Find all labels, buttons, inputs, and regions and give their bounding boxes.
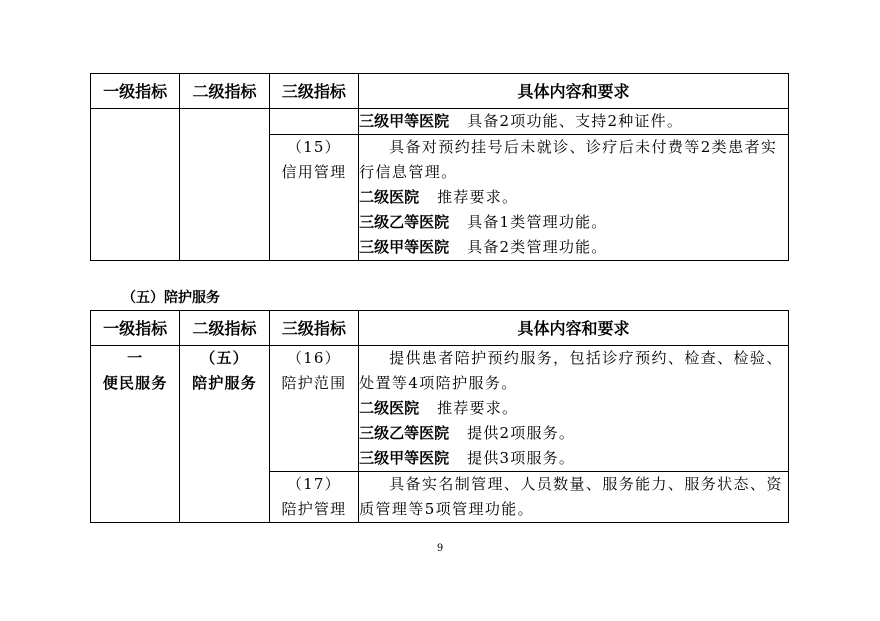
requirement-text: 具备1类管理功能。 (467, 213, 608, 231)
requirement-paragraph: 具备对预约挂号后未就诊、诊疗后未付费等2类患者实行信息管理。 (359, 138, 778, 181)
table-row (91, 109, 789, 135)
level3-cell (269, 472, 358, 523)
requirement-line (359, 210, 788, 235)
requirement-text: 推荐要求。 (437, 399, 519, 417)
hospital-level-label: 三级甲等医院 (359, 112, 450, 130)
hospital-level-label: 三级甲等医院 (359, 238, 450, 256)
header-level1: 一级指标 (91, 311, 180, 346)
hospital-level-label: 三级乙等医院 (359, 424, 450, 442)
content-cell (359, 472, 789, 523)
indicator-name: 陪护范围 (281, 374, 347, 392)
page-number: 9 (436, 543, 444, 554)
header-level3: 三级指标 (269, 74, 358, 109)
level3-cell (269, 109, 358, 135)
level3-cell (269, 135, 358, 261)
table-header-row (91, 74, 789, 109)
level2-cell-empty (180, 109, 269, 261)
header-content: 具体内容和要求 (359, 74, 789, 109)
requirement-line (359, 421, 788, 446)
header-level1: 一级指标 (91, 74, 180, 109)
requirement-line (359, 446, 788, 471)
requirement-paragraph: 提供患者陪护预约服务，包括诊疗预约、检查、检验、处置等4项陪护服务。 (359, 349, 783, 392)
requirement-text: 提供2项服务。 (467, 424, 576, 442)
level2-cell (180, 346, 269, 523)
level3-cell (269, 346, 358, 472)
requirement-line (359, 396, 788, 421)
requirement-text: 具备2类管理功能。 (467, 238, 608, 256)
table-header-row (91, 311, 789, 346)
indicator-name: 信用管理 (281, 163, 347, 181)
header-level2: 二级指标 (180, 74, 269, 109)
requirement-text: 具备2项功能、支持2种证件。 (467, 112, 684, 130)
requirement-paragraph: 具备实名制管理、人员数量、服务能力、服务状态、资质管理等5项管理功能。 (359, 475, 783, 518)
content-cell (359, 346, 789, 472)
hospital-level-label: 二级医院 (359, 188, 420, 206)
header-content: 具体内容和要求 (359, 311, 789, 346)
requirement-text: 提供3项服务。 (467, 449, 576, 467)
section-heading: （五）陪护服务 (122, 290, 220, 306)
level1-cell-empty (91, 109, 180, 261)
level2-number: （五） (200, 349, 249, 367)
content-cell (359, 109, 789, 135)
requirement-line (359, 185, 788, 210)
header-level2: 二级指标 (180, 311, 269, 346)
requirement-text: 推荐要求。 (437, 188, 519, 206)
level1-name: 便民服务 (102, 374, 168, 392)
hospital-level-label: 三级甲等医院 (359, 449, 450, 467)
header-level3: 三级指标 (269, 311, 358, 346)
indicator-table-escort-service (90, 310, 789, 523)
requirement-line (359, 235, 788, 260)
indicator-table-continued (90, 73, 789, 261)
content-cell (359, 135, 789, 261)
hospital-level-label: 二级医院 (359, 399, 420, 417)
level1-number: 一 (127, 349, 144, 367)
indicator-number: （15） (286, 138, 341, 156)
table-row (91, 346, 789, 472)
indicator-number: （16） (286, 349, 341, 367)
hospital-level-label: 三级乙等医院 (359, 213, 450, 231)
level2-name: 陪护服务 (192, 374, 257, 392)
level1-cell (91, 346, 180, 523)
indicator-number: （17） (286, 475, 341, 493)
requirement-line (359, 109, 788, 134)
indicator-name: 陪护管理 (281, 500, 347, 518)
